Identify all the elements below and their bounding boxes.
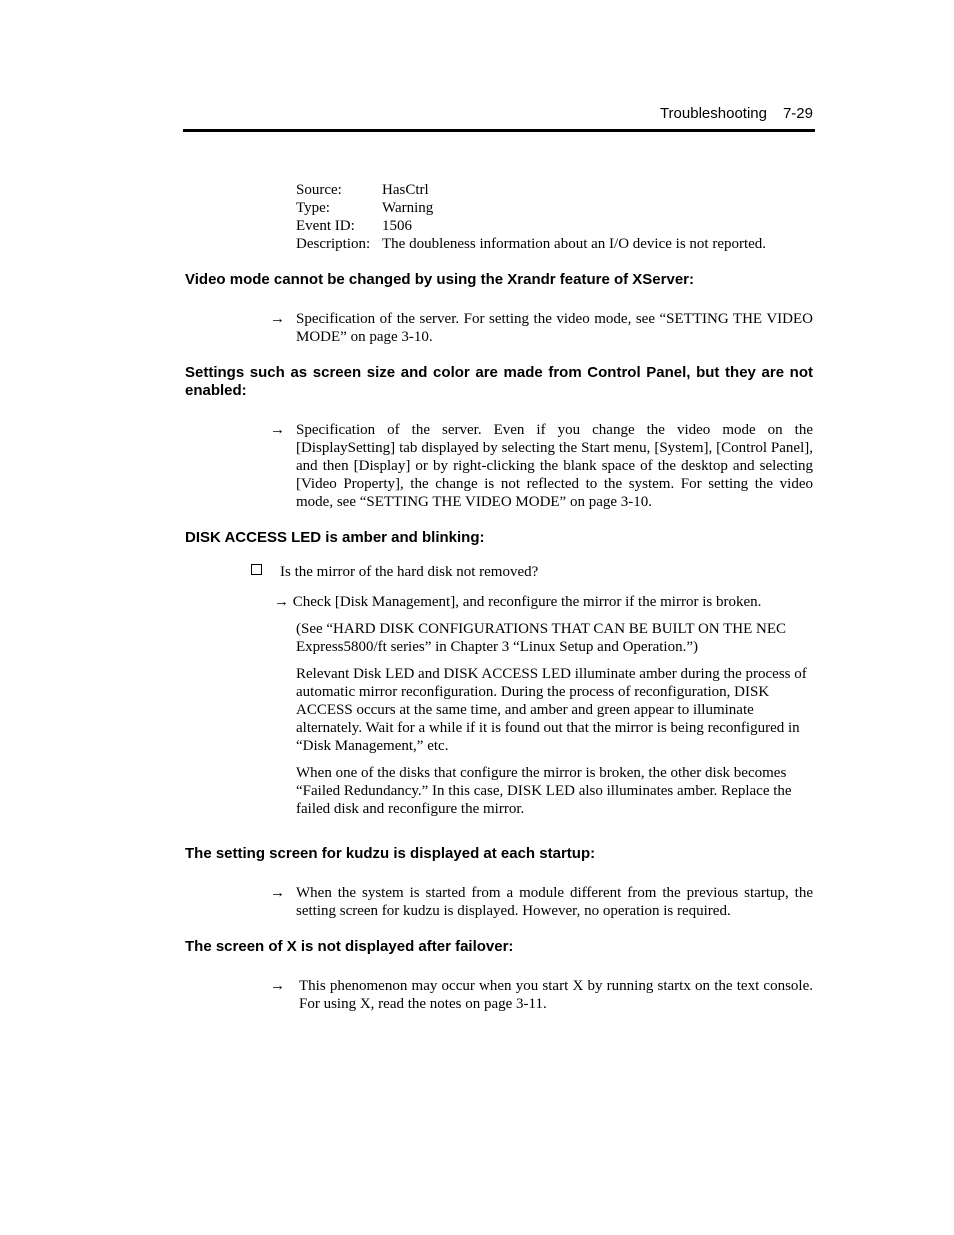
- event-row: [296, 217, 766, 235]
- event-key: Type:: [296, 200, 330, 216]
- arrow-item-text: This phenomenon may occur when you start X by running startx on the text console. For using X, read the notes on page 3-11.: [299, 978, 813, 1012]
- event-row: [296, 235, 766, 253]
- header-section-title: Troubleshooting: [659, 105, 767, 122]
- header-page-number: 7-29: [782, 105, 813, 122]
- disk-led-paragraph: When one of the disks that configure the mirror is broken, the other disk becomes “Failed Redundancy.” In this case, DISK LED also illuminates amber. Replace the failed disk and reconfigure the mirror.: [296, 765, 792, 817]
- right-arrow-icon: →: [270, 978, 285, 994]
- event-info-table: [296, 181, 766, 253]
- section-heading-disk-led: DISK ACCESS LED is amber and blinking:: [185, 529, 485, 546]
- event-value: The doubleness information about an I/O device is not reported.: [382, 236, 767, 252]
- checklist-item: [251, 563, 538, 581]
- arrow-item-text: Specification of the server. For setting the video mode, see “SETTING THE VIDEO MODE” on page 3-10.: [296, 311, 813, 345]
- event-value: 1506: [382, 218, 412, 234]
- checklist-question: Is the mirror of the hard disk not removed?: [280, 564, 539, 580]
- event-key: Event ID:: [296, 218, 355, 234]
- section-heading-x-failover: The screen of X is not displayed after failover:: [185, 938, 514, 955]
- arrow-item-kudzu: [270, 884, 813, 920]
- arrow-item-text: Specification of the server. Even if you change the video mode on the [DisplaySetting] tab displayed by selecting the Start menu, [System], [Control Panel], and then [Display] or by right-clicking the blank space of the desktop and selecting [Video Property], the change is not reflected to the system. For setting the video mode, see “SETTING THE VIDEO MODE” on page 3-10.: [296, 422, 813, 510]
- event-row: [296, 199, 766, 217]
- right-arrow-icon: →: [270, 422, 285, 438]
- arrow-item-x-failover: [270, 977, 813, 1013]
- answer-text: Check [Disk Management], and reconfigure the mirror if the mirror is broken.: [292, 594, 762, 610]
- event-value: Warning: [382, 200, 434, 216]
- section-heading-control-panel: Settings such as screen size and color are made from Control Panel, but they are not enabled:: [185, 364, 813, 399]
- event-row: [296, 181, 766, 199]
- arrow-item-control-panel: [270, 421, 813, 511]
- arrow-item-xrandr: [270, 310, 813, 346]
- section-heading-xrandr: Video mode cannot be changed by using the Xrandr feature of XServer:: [185, 271, 694, 288]
- disk-led-paragraph: (See “HARD DISK CONFIGURATIONS THAT CAN BE BUILT ON THE NEC Express5800/ft series” in Chapter 3 “Linux Setup and Operation.”): [296, 621, 787, 655]
- event-value: HasCtrl: [382, 182, 429, 198]
- right-arrow-icon: →: [270, 885, 285, 901]
- header-rule: [183, 129, 815, 132]
- disk-led-paragraph: Relevant Disk LED and DISK ACCESS LED illuminate amber during the process of automatic mirror reconfiguration. During the process of reconfiguration, DISK ACCESS occurs at the same time, and amber and green appear to illuminate alternately. Wait for a while if it is found out that the mirror is being reconfigured in “Disk Management,” etc.: [296, 666, 807, 754]
- arrow-item-text: When the system is started from a module different from the previous startup, the setting screen for kudzu is displayed. However, no operation is required.: [296, 885, 813, 919]
- right-arrow-icon: →: [270, 311, 285, 327]
- checkbox-icon: [251, 564, 262, 575]
- header-text: [660, 105, 813, 122]
- event-key: Description:: [296, 236, 371, 252]
- section-heading-kudzu: The setting screen for kudzu is displayed at each startup:: [185, 845, 596, 862]
- right-arrow-icon: →: [274, 594, 289, 610]
- disk-led-answer: [274, 593, 814, 611]
- event-key: Source:: [296, 182, 342, 198]
